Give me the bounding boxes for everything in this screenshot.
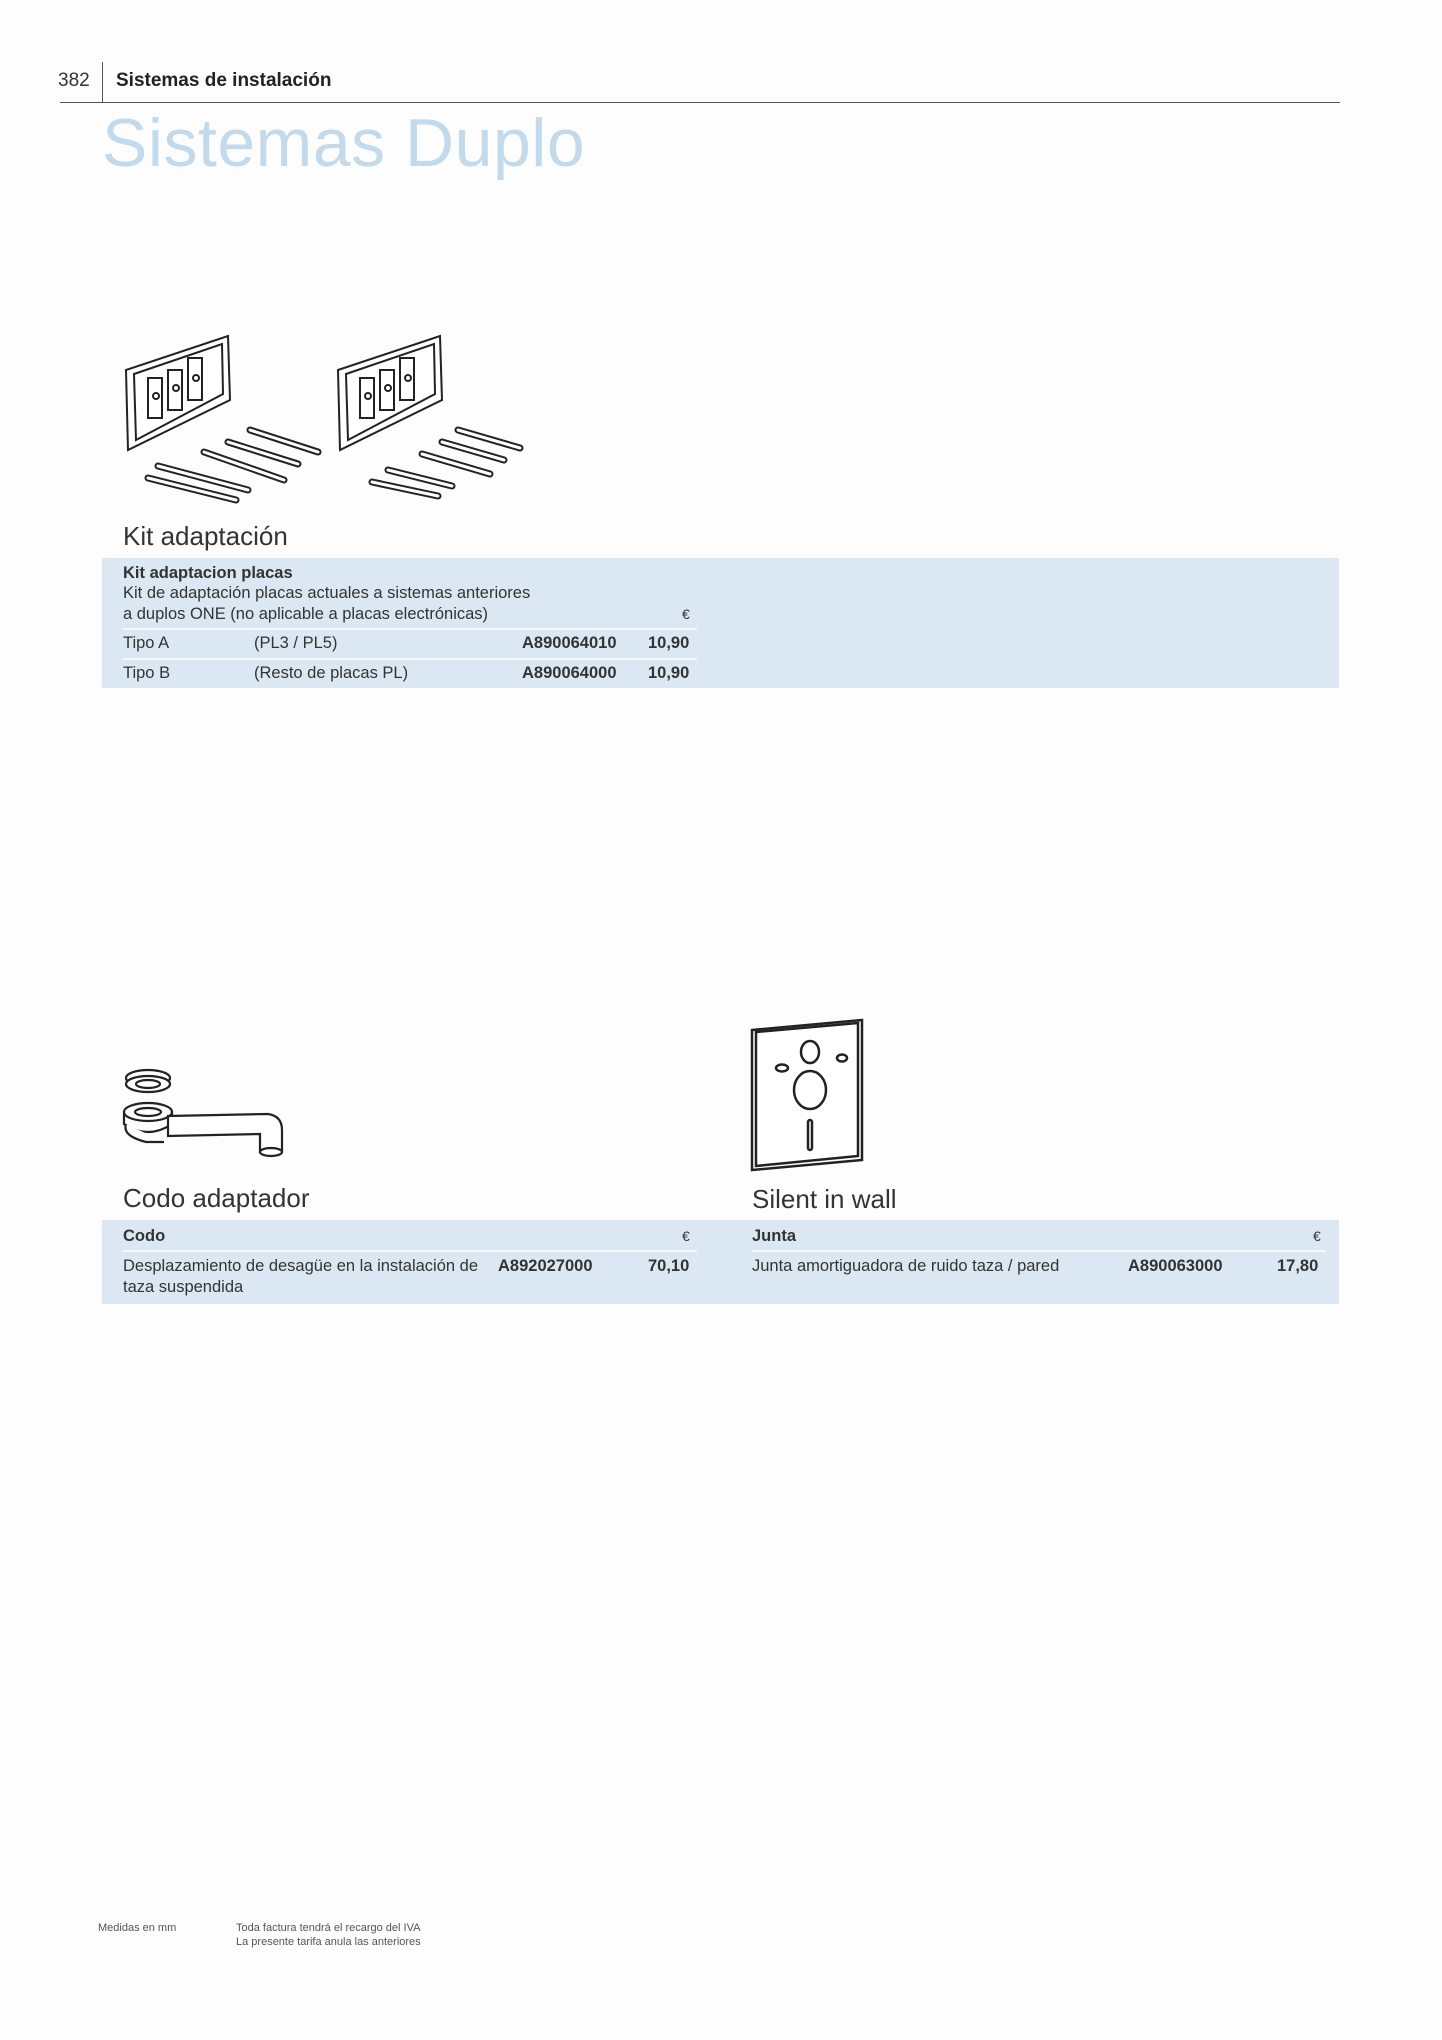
- row-divider: [123, 628, 697, 630]
- codo-price: 70,10: [648, 1257, 690, 1275]
- kit-row-price: 10,90: [648, 664, 690, 682]
- kit-adaptacion-image: [118, 330, 538, 500]
- row-divider: [123, 1250, 697, 1252]
- silent-currency-label: €: [1313, 1228, 1321, 1244]
- kit-row-type: Tipo A: [123, 634, 170, 652]
- kit-row-price: 10,90: [648, 634, 690, 652]
- codo-currency-label: €: [682, 1228, 690, 1244]
- kit-adaptacion-title: Kit adaptación: [123, 521, 288, 551]
- kit-adaptacion-panel: [102, 558, 1339, 688]
- footer-vat-note: Toda factura tendrá el recargo del IVA: [236, 1922, 421, 1934]
- footer-units: Medidas en mm: [98, 1922, 177, 1934]
- silent-group-label: Junta: [752, 1227, 797, 1245]
- codo-group-label: Codo: [123, 1227, 166, 1245]
- silent-description: Junta amortiguadora de ruido taza / pared: [752, 1257, 1060, 1275]
- silent-reference: A890063000: [1128, 1257, 1223, 1275]
- codo-reference: A892027000: [498, 1257, 593, 1275]
- codo-adaptador-panel: [102, 1220, 1339, 1304]
- codo-adaptador-title: Codo adaptador: [123, 1183, 310, 1213]
- kit-row-reference: A890064010: [522, 634, 617, 652]
- page-number: 382: [58, 70, 90, 91]
- kit-row-detail: (PL3 / PL5): [254, 634, 338, 652]
- row-divider: [123, 658, 697, 660]
- kit-group-label: Kit adaptacion placas: [123, 564, 293, 582]
- section-title: Sistemas de instalación: [116, 70, 332, 91]
- kit-row-detail: (Resto de placas PL): [254, 664, 409, 682]
- kit-description-line1: Kit de adaptación placas actuales a sistemas anteriores: [123, 584, 531, 602]
- header-rule: [60, 102, 1340, 103]
- silent-in-wall-image: [748, 1016, 872, 1172]
- codo-description-line2: taza suspendida: [123, 1278, 244, 1296]
- silent-in-wall-title: Silent in wall: [752, 1184, 897, 1214]
- header-separator: [102, 62, 103, 102]
- footer-tariff-note: La presente tarifa anula las anteriores: [236, 1936, 421, 1948]
- row-divider: [752, 1250, 1326, 1252]
- codo-adaptador-image: [118, 1068, 288, 1168]
- page-title: Sistemas Duplo: [102, 105, 586, 181]
- codo-description-line1: Desplazamiento de desagüe en la instalación de: [123, 1257, 478, 1275]
- kit-row-type: Tipo B: [123, 664, 171, 682]
- silent-price: 17,80: [1277, 1257, 1319, 1275]
- kit-description-line2: a duplos ONE (no aplicable a placas electrónicas): [123, 605, 489, 623]
- kit-row-reference: A890064000: [522, 664, 617, 682]
- kit-currency-label: €: [682, 606, 690, 622]
